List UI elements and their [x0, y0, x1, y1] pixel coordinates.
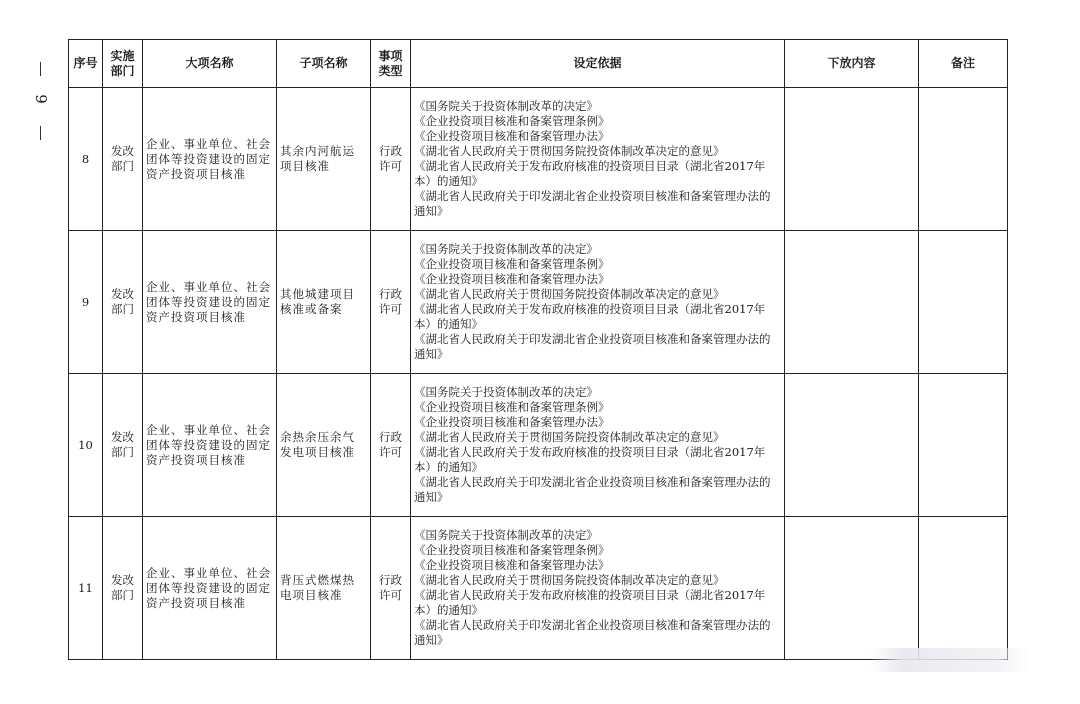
- row-subitem: 其他城建项目核准或备案: [277, 231, 371, 374]
- basis-line: 《国务院关于投资体制改革的决定》: [414, 242, 598, 256]
- row-type: 行政许可: [371, 374, 411, 517]
- header-type: 事项类型: [371, 40, 411, 88]
- row-delegated: [785, 231, 919, 374]
- table-row: [69, 231, 1008, 374]
- row-dept: 发改部门: [103, 517, 143, 660]
- basis-line: 《湖北省人民政府关于印发湖北省企业投资项目核准和备案管理办法的通知》: [414, 332, 771, 361]
- page-number-dash-top: [40, 62, 41, 76]
- page-number-text: 9: [32, 94, 50, 104]
- table-header-row: [69, 40, 1008, 88]
- row-type: 行政许可: [371, 231, 411, 374]
- basis-line: 《企业投资项目核准和备案管理办法》: [414, 415, 610, 429]
- header-delegated: 下放内容: [785, 40, 919, 88]
- row-index: 11: [69, 517, 103, 660]
- table-row: [69, 374, 1008, 517]
- page-number: [26, 60, 56, 150]
- row-remarks: [919, 231, 1008, 374]
- basis-line: 《企业投资项目核准和备案管理办法》: [414, 272, 610, 286]
- row-delegated: [785, 88, 919, 231]
- basis-line: 《湖北省人民政府关于发布政府核准的投资项目目录（湖北省2017年本）的通知》: [414, 302, 766, 331]
- row-delegated: [785, 374, 919, 517]
- header-item: 大项名称: [143, 40, 277, 88]
- header-basis: 设定依据: [411, 40, 785, 88]
- basis-line: 《湖北省人民政府关于贯彻国务院投资体制改革决定的意见》: [414, 430, 725, 444]
- header-remarks: 备注: [919, 40, 1008, 88]
- row-dept: 发改部门: [103, 231, 143, 374]
- row-remarks: [919, 517, 1008, 660]
- table-row: [69, 517, 1008, 660]
- row-item: 企业、事业单位、社会团体等投资建设的固定资产投资项目核准: [143, 517, 277, 660]
- header-subitem: 子项名称: [277, 40, 371, 88]
- row-item: 企业、事业单位、社会团体等投资建设的固定资产投资项目核准: [143, 374, 277, 517]
- basis-line: 《湖北省人民政府关于贯彻国务院投资体制改革决定的意见》: [414, 287, 725, 301]
- basis-line: 《企业投资项目核准和备案管理条例》: [414, 114, 610, 128]
- row-subitem: 余热余压余气发电项目核准: [277, 374, 371, 517]
- basis-line: 《湖北省人民政府关于发布政府核准的投资项目目录（湖北省2017年本）的通知》: [414, 445, 766, 474]
- row-basis: [411, 374, 785, 517]
- row-dept: 发改部门: [103, 88, 143, 231]
- header-index: 序号: [69, 40, 103, 88]
- row-item: 企业、事业单位、社会团体等投资建设的固定资产投资项目核准: [143, 231, 277, 374]
- row-remarks: [919, 374, 1008, 517]
- basis-line: 《企业投资项目核准和备案管理条例》: [414, 400, 610, 414]
- basis-line: 《国务院关于投资体制改革的决定》: [414, 528, 598, 542]
- page-number-dash-bottom: [40, 126, 41, 140]
- row-item: 企业、事业单位、社会团体等投资建设的固定资产投资项目核准: [143, 88, 277, 231]
- row-basis: [411, 517, 785, 660]
- basis-line: 《湖北省人民政府关于发布政府核准的投资项目目录（湖北省2017年本）的通知》: [414, 588, 766, 617]
- row-basis: [411, 88, 785, 231]
- basis-line: 《湖北省人民政府关于印发湖北省企业投资项目核准和备案管理办法的通知》: [414, 475, 771, 504]
- delegation-table: [68, 39, 1008, 660]
- basis-line: 《湖北省人民政府关于发布政府核准的投资项目目录（湖北省2017年本）的通知》: [414, 159, 766, 188]
- watermark-overlay: [870, 648, 1030, 672]
- table-row: [69, 88, 1008, 231]
- row-index: 9: [69, 231, 103, 374]
- basis-line: 《湖北省人民政府关于贯彻国务院投资体制改革决定的意见》: [414, 144, 725, 158]
- basis-line: 《国务院关于投资体制改革的决定》: [414, 385, 598, 399]
- basis-line: 《湖北省人民政府关于印发湖北省企业投资项目核准和备案管理办法的通知》: [414, 618, 771, 647]
- row-dept: 发改部门: [103, 374, 143, 517]
- basis-line: 《企业投资项目核准和备案管理条例》: [414, 257, 610, 271]
- row-type: 行政许可: [371, 517, 411, 660]
- row-delegated: [785, 517, 919, 660]
- basis-line: 《企业投资项目核准和备案管理条例》: [414, 543, 610, 557]
- basis-line: 《企业投资项目核准和备案管理办法》: [414, 558, 610, 572]
- row-subitem: 背压式燃煤热电项目核准: [277, 517, 371, 660]
- row-subitem: 其余内河航运项目核准: [277, 88, 371, 231]
- row-index: 10: [69, 374, 103, 517]
- basis-line: 《湖北省人民政府关于贯彻国务院投资体制改革决定的意见》: [414, 573, 725, 587]
- row-index: 8: [69, 88, 103, 231]
- row-remarks: [919, 88, 1008, 231]
- header-dept: 实施部门: [103, 40, 143, 88]
- row-basis: [411, 231, 785, 374]
- row-type: 行政许可: [371, 88, 411, 231]
- basis-line: 《湖北省人民政府关于印发湖北省企业投资项目核准和备案管理办法的通知》: [414, 189, 771, 218]
- basis-line: 《国务院关于投资体制改革的决定》: [414, 99, 598, 113]
- basis-line: 《企业投资项目核准和备案管理办法》: [414, 129, 610, 143]
